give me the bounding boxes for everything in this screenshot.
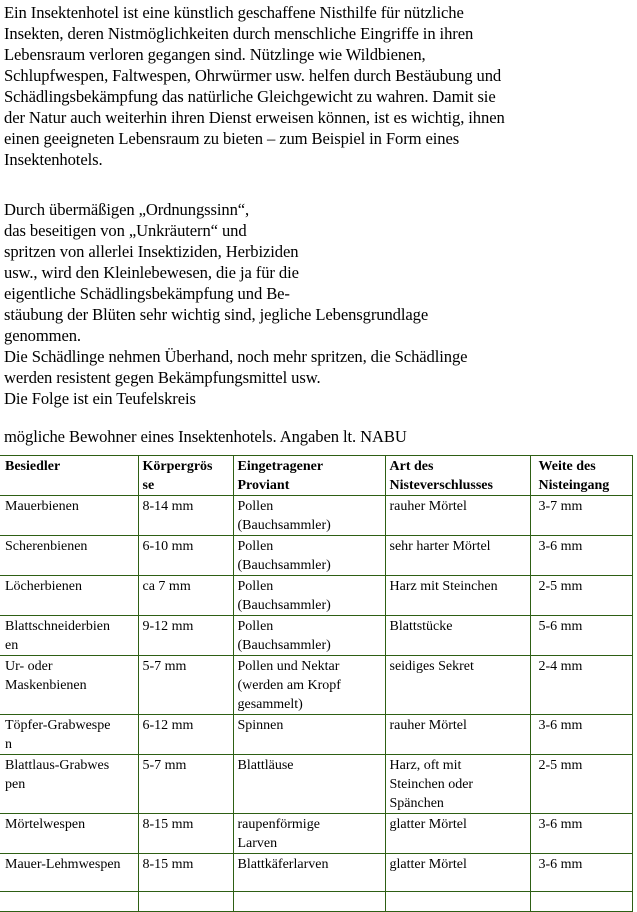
cell-nisteingang	[530, 656, 632, 715]
text-line: Ein Insektenhotel ist eine künstlich geschaffene Nisthilfe für nützliche	[4, 3, 464, 22]
cell-text: 5-7 mm	[142, 659, 187, 674]
cell-proviant	[233, 715, 385, 755]
cell-koerpergroesse	[138, 755, 233, 814]
cell-proviant	[233, 814, 385, 854]
cell-koerpergroesse	[138, 814, 233, 854]
cell-text: 3-6 mm	[538, 817, 583, 832]
text-line: genommen.	[4, 326, 81, 345]
cell-text: Blattlaus-Grabwes pen	[5, 758, 110, 792]
cell-text: Pollen (Bauchsammler)	[237, 499, 331, 533]
cell-text: glatter Mörtel	[389, 857, 467, 872]
cell-proviant	[233, 536, 385, 576]
cell-koerpergroesse	[138, 854, 233, 892]
cell-nisteverschluss	[385, 656, 530, 715]
cell-nisteverschluss	[385, 715, 530, 755]
table-row	[0, 715, 632, 755]
cell-proviant	[233, 892, 385, 912]
table-row	[0, 616, 632, 656]
cell-text: 2-4 mm	[538, 659, 583, 674]
cell-besiedler	[0, 892, 138, 912]
problem-paragraph	[4, 199, 467, 409]
cell-nisteingang	[530, 496, 632, 536]
text-line: der Natur auch weiterhin ihren Dienst erweisen können, ist es wichtig, ihnen	[4, 108, 505, 127]
cell-koerpergroesse	[138, 496, 233, 536]
table-row	[0, 536, 632, 576]
text-line: Lebensraum verloren gegangen sind. Nützlinge wie Wildbienen,	[4, 45, 426, 64]
cell-nisteverschluss	[385, 814, 530, 854]
table-caption	[4, 426, 407, 447]
cell-text: 6-10 mm	[142, 539, 194, 554]
cell-text: seidiges Sekret	[389, 659, 474, 674]
cell-proviant	[233, 496, 385, 536]
cell-nisteingang	[530, 576, 632, 616]
insect-inhabitants-table	[0, 455, 633, 912]
cell-text: 9-12 mm	[142, 619, 194, 634]
cell-text: 5-6 mm	[538, 619, 583, 634]
table-row	[0, 496, 632, 536]
cell-text: ca 7 mm	[142, 579, 191, 594]
table-row	[0, 854, 632, 892]
cell-nisteverschluss	[385, 755, 530, 814]
cell-text: 5-7 mm	[142, 758, 187, 773]
cell-text: Löcherbienen	[5, 579, 82, 594]
header-koerpergroesse: Körpergrös se	[138, 456, 233, 496]
cell-text: Ur- oder Maskenbienen	[5, 659, 87, 693]
text-line: eigentliche Schädlingsbekämpfung und Be-	[4, 284, 290, 303]
cell-koerpergroesse	[138, 576, 233, 616]
cell-nisteverschluss	[385, 496, 530, 536]
text-line: Durch übermäßigen „Ordnungssinn“,	[4, 200, 250, 219]
cell-koerpergroesse	[138, 616, 233, 656]
cell-text: Pollen (Bauchsammler)	[237, 579, 331, 613]
table-header-row	[0, 456, 632, 496]
cell-besiedler	[0, 536, 138, 576]
cell-proviant	[233, 755, 385, 814]
cell-text: Mauerbienen	[5, 499, 79, 514]
cell-text: rauher Mörtel	[389, 718, 467, 733]
text-line: werden resistent gegen Bekämpfungsmittel usw.	[4, 368, 321, 387]
intro-paragraph	[4, 2, 505, 170]
cell-text: Töpfer-Grabwespe n	[5, 718, 111, 752]
table-row	[0, 755, 632, 814]
cell-besiedler	[0, 576, 138, 616]
table-row	[0, 892, 632, 912]
cell-text: Mauer-Lehmwespen	[5, 857, 121, 872]
cell-proviant	[233, 576, 385, 616]
cell-besiedler	[0, 496, 138, 536]
cell-text: Scherenbienen	[5, 539, 88, 554]
cell-koerpergroesse	[138, 715, 233, 755]
cell-text: 2-5 mm	[538, 579, 583, 594]
cell-proviant	[233, 616, 385, 656]
cell-text: 3-7 mm	[538, 499, 583, 514]
cell-text: Harz mit Steinchen	[389, 579, 498, 594]
cell-koerpergroesse	[138, 656, 233, 715]
cell-text: 8-15 mm	[142, 817, 194, 832]
cell-nisteingang	[530, 854, 632, 892]
text-line: Schlupfwespen, Faltwespen, Ohrwürmer usw. helfen durch Bestäubung und	[4, 66, 502, 85]
cell-text: Blattkäferlarven	[237, 857, 329, 872]
text-line: Insekten, deren Nistmöglichkeiten durch menschliche Eingriffe in ihren	[4, 24, 474, 43]
cell-text: Pollen (Bauchsammler)	[237, 539, 331, 573]
cell-nisteverschluss	[385, 854, 530, 892]
cell-besiedler	[0, 755, 138, 814]
cell-nisteverschluss	[385, 536, 530, 576]
cell-nisteverschluss	[385, 892, 530, 912]
cell-koerpergroesse	[138, 892, 233, 912]
cell-text: Spinnen	[237, 718, 284, 733]
text-line: das beseitigen von „Unkräutern“ und	[4, 221, 247, 240]
cell-text: 6-12 mm	[142, 718, 194, 733]
cell-nisteingang	[530, 715, 632, 755]
cell-proviant	[233, 854, 385, 892]
table-row	[0, 576, 632, 616]
cell-text: Blattschneiderbien en	[5, 619, 110, 653]
text-line: stäubung der Blüten sehr wichtig sind, jegliche Lebensgrundlage	[4, 305, 429, 324]
cell-text: Harz, oft mit Steinchen oder Spänchen	[389, 758, 474, 811]
cell-besiedler	[0, 814, 138, 854]
header-nisteingang: Weite des Nisteingang	[530, 456, 632, 496]
cell-besiedler	[0, 715, 138, 755]
cell-text: Mörtelwespen	[5, 817, 86, 832]
text-line: einen geeigneten Lebensraum zu bieten – zum Beispiel in Form eines	[4, 129, 460, 148]
cell-besiedler	[0, 616, 138, 656]
cell-text: Pollen (Bauchsammler)	[237, 619, 331, 653]
cell-text: rauher Mörtel	[389, 499, 467, 514]
text-line: usw., wird den Kleinlebewesen, die ja für die	[4, 263, 299, 282]
text-line: Schädlingsbekämpfung das natürliche Gleichgewicht zu wahren. Damit sie	[4, 87, 496, 106]
cell-proviant	[233, 656, 385, 715]
cell-text: raupenförmige Larven	[237, 817, 320, 851]
cell-text: Blattläuse	[237, 758, 294, 773]
cell-text: 8-14 mm	[142, 499, 194, 514]
cell-text: 3-6 mm	[538, 857, 583, 872]
table-row	[0, 814, 632, 854]
cell-nisteverschluss	[385, 576, 530, 616]
table-row	[0, 656, 632, 715]
text-line: Die Schädlinge nehmen Überhand, noch mehr spritzen, die Schädlinge	[4, 347, 468, 366]
cell-nisteingang	[530, 616, 632, 656]
cell-nisteingang	[530, 755, 632, 814]
cell-text: Blattstücke	[389, 619, 453, 634]
cell-besiedler	[0, 854, 138, 892]
cell-nisteverschluss	[385, 616, 530, 656]
cell-text: Pollen und Nektar (werden am Kropf gesammelt)	[237, 659, 341, 712]
header-besiedler: Besiedler	[0, 456, 138, 496]
header-nisteverschluss: Art des Nisteverschlusses	[385, 456, 530, 496]
cell-text: glatter Mörtel	[389, 817, 467, 832]
cell-text: 3-6 mm	[538, 718, 583, 733]
cell-text: 2-5 mm	[538, 758, 583, 773]
cell-koerpergroesse	[138, 536, 233, 576]
header-proviant: Eingetragener Proviant	[233, 456, 385, 496]
text-line: spritzen von allerlei Insektiziden, Herbiziden	[4, 242, 299, 261]
cell-nisteingang	[530, 536, 632, 576]
cell-besiedler	[0, 656, 138, 715]
caption-text: mögliche Bewohner eines Insektenhotels. Angaben lt. NABU	[4, 427, 407, 446]
text-line: Insektenhotels.	[4, 150, 103, 169]
text-line: Die Folge ist ein Teufelskreis	[4, 389, 196, 408]
cell-nisteingang	[530, 814, 632, 854]
cell-text: 8-15 mm	[142, 857, 194, 872]
cell-text: sehr harter Mörtel	[389, 539, 491, 554]
cell-text: 3-6 mm	[538, 539, 583, 554]
cell-nisteingang	[530, 892, 632, 912]
